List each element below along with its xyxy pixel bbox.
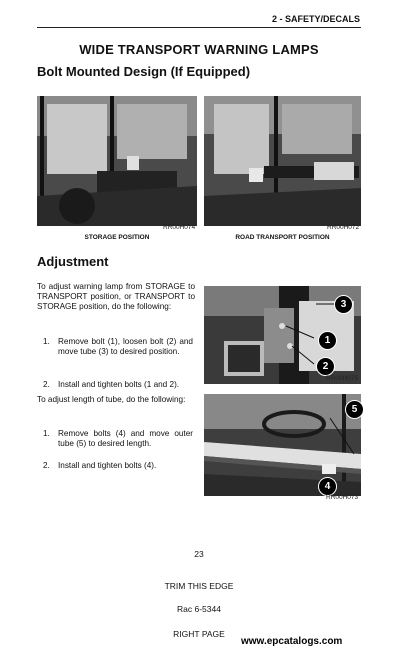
- list-item: [43, 429, 193, 449]
- callout-2: 2: [316, 357, 335, 376]
- road-transport-position-photo: [204, 96, 361, 226]
- photo-caption-storage: STORAGE POSITION: [84, 234, 150, 241]
- step-number: 1.: [43, 429, 50, 438]
- step-number: 2.: [43, 461, 50, 470]
- right-page-label: RIGHT PAGE: [173, 629, 225, 639]
- list-item: [43, 461, 193, 471]
- page-number: 23: [194, 549, 204, 559]
- callout-4: 4: [318, 477, 337, 496]
- trim-edge-label: TRIM THIS EDGE: [164, 581, 234, 591]
- adjustment-intro: To adjust warning lamp from STORAGE to TRANSPORT position, or TRANSPORT to STORAGE position, do the following:: [37, 282, 195, 311]
- photo-code: RR00H072: [327, 224, 360, 231]
- document-code: Rac 6-5344: [177, 604, 221, 614]
- page-title: WIDE TRANSPORT WARNING LAMPS: [79, 42, 319, 57]
- callout-3: 3: [334, 295, 353, 314]
- list-item: [43, 380, 198, 390]
- photo-code: RR00H075: [326, 375, 359, 382]
- step-text: Install and tighten bolts (1 and 2).: [58, 380, 180, 389]
- photo-code: RR00H074: [163, 224, 196, 231]
- callout-5: 5: [345, 400, 364, 419]
- list-item: [43, 337, 193, 357]
- step-number: 2.: [43, 380, 50, 389]
- watermark: www.epcatalogs.com: [241, 636, 343, 647]
- tube-length-photo: [204, 394, 361, 496]
- step-text: Remove bolt (1), loosen bolt (2) and move tube (3) to desired position.: [58, 337, 193, 356]
- photo-caption-road-transport: ROAD TRANSPORT POSITION: [235, 234, 330, 241]
- adjustment-heading: Adjustment: [37, 254, 109, 269]
- step-number: 1.: [43, 337, 50, 346]
- storage-position-photo: [37, 96, 197, 226]
- header-rule: [37, 27, 361, 28]
- callout-1: 1: [318, 331, 337, 350]
- adjustment-intro-2: To adjust length of tube, do the following:: [37, 395, 186, 404]
- page-subtitle: Bolt Mounted Design (If Equipped): [37, 64, 251, 79]
- step-text: Install and tighten bolts (4).: [58, 461, 157, 470]
- step-text: Remove bolts (4) and move outer tube (5) to desired length.: [58, 429, 193, 448]
- photo-code: RR00H073: [326, 494, 359, 501]
- section-header: 2 - SAFETY/DECALS: [271, 14, 360, 24]
